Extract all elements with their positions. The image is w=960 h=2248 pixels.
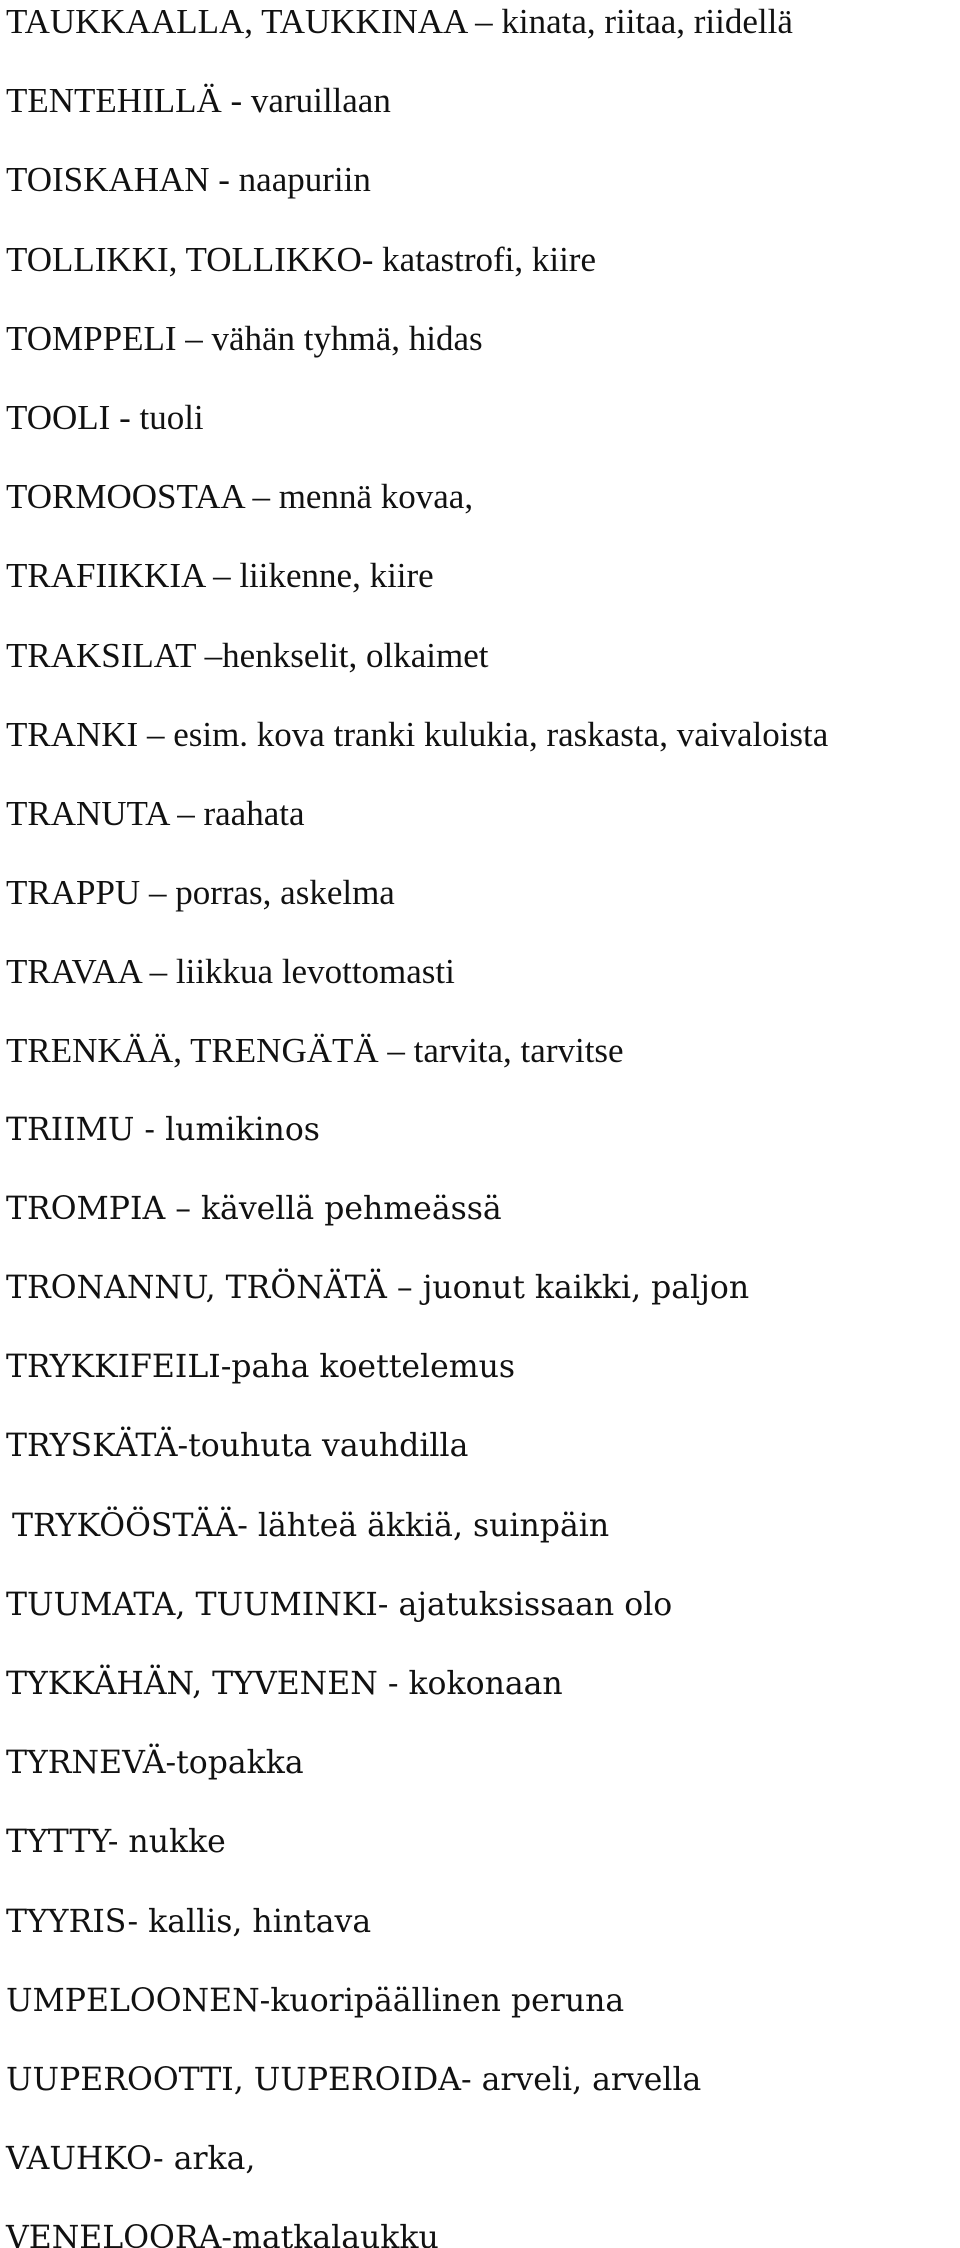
glossary-entry: TYKKÄHÄN, TYVENEN - kokonaan bbox=[6, 1665, 563, 1702]
glossary-entry: TOLLIKKI, TOLLIKKO- katastrofi, kiire bbox=[6, 239, 596, 279]
glossary-entry: TRAKSILAT –henkselit, olkaimet bbox=[6, 635, 489, 675]
glossary-entry: TRAFIIKKIA – liikenne, kiire bbox=[6, 556, 434, 596]
glossary-entry: TRYKKIFEILI-paha koettelemus bbox=[6, 1349, 516, 1386]
glossary-entry: VENELOORA-matkalaukku bbox=[6, 2220, 439, 2248]
glossary-entry: TORMOOSTAA – mennä kovaa, bbox=[6, 477, 474, 517]
glossary-entry: TRANKI – esim. kova tranki kulukia, raskasta, vaivaloista bbox=[6, 714, 829, 754]
glossary-entry: TRYSKÄTÄ-touhuta vauhdilla bbox=[6, 1428, 469, 1465]
glossary-entry: TOOLI - tuoli bbox=[6, 397, 204, 437]
glossary-entry: TUUMATA, TUUMINKI- ajatuksissaan olo bbox=[6, 1586, 673, 1623]
glossary-entry: UMPELOONEN-kuoripäällinen peruna bbox=[6, 1982, 625, 2019]
glossary-entry: TOMPPELI – vähän tyhmä, hidas bbox=[6, 318, 483, 358]
glossary-list bbox=[6, 0, 828, 2248]
glossary-entry: TRYKÖÖSTÄÄ- lähteä äkkiä, suinpäin bbox=[12, 1507, 610, 1544]
glossary-entry: TRENKÄÄ, TRENGÄTÄ – tarvita, tarvitse bbox=[6, 1031, 624, 1071]
glossary-entry: TYYRIS- kallis, hintava bbox=[6, 1903, 372, 1940]
glossary-entry: TOISKAHAN - naapuriin bbox=[6, 160, 371, 200]
glossary-entry: TRIIMU - lumikinos bbox=[6, 1111, 320, 1148]
glossary-entry: TRAPPU – porras, askelma bbox=[6, 873, 395, 913]
glossary-entry: TRAVAA – liikkua levottomasti bbox=[6, 952, 455, 992]
glossary-entry: TENTEHILLÄ - varuillaan bbox=[6, 81, 391, 121]
glossary-entry: TYTTY- nukke bbox=[6, 1824, 226, 1861]
glossary-entry: TRONANNU, TRÖNÄTÄ – juonut kaikki, paljon bbox=[6, 1270, 750, 1306]
glossary-entry: TAUKKAALLA, TAUKKINAA – kinata, riitaa, riidellä bbox=[6, 2, 793, 41]
glossary-entry: TRANUTA – raahata bbox=[6, 793, 305, 833]
glossary-entry: TYRNEVÄ-topakka bbox=[6, 1745, 304, 1782]
glossary-entry: UUPEROOTTI, UUPEROIDA- arveli, arvella bbox=[6, 2061, 702, 2098]
glossary-entry: TROMPIA – kävellä pehmeässä bbox=[6, 1190, 502, 1227]
glossary-entry: VAUHKO- arka, bbox=[6, 2141, 256, 2178]
